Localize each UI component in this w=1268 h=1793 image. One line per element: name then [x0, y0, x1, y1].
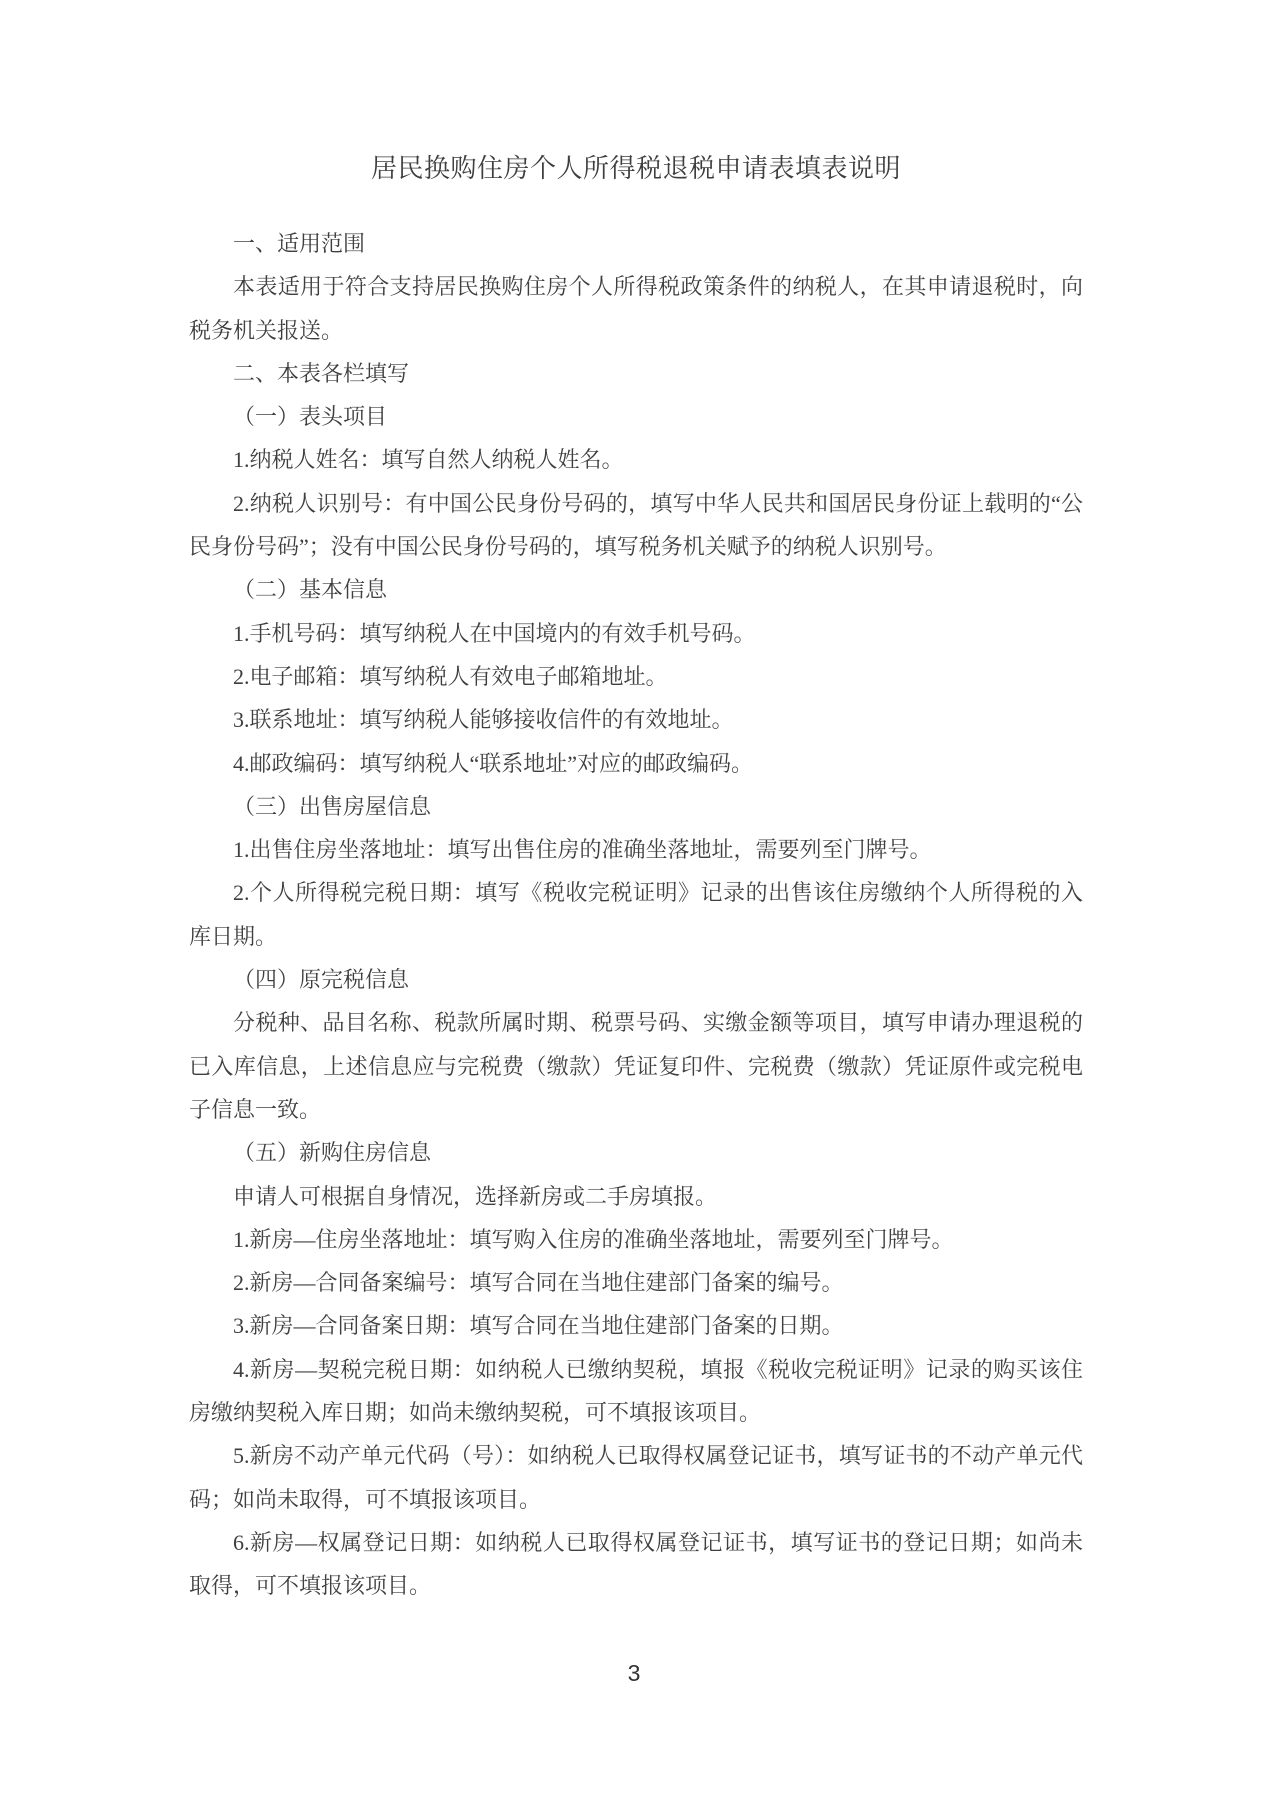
doc-paragraph: 2.纳税人识别号：有中国公民身份号码的，填写中华人民共和国居民身份证上载明的“公民身份号码”；没有中国公民身份号码的，填写税务机关赋予的纳税人识别号。 [189, 490, 1083, 560]
doc-paragraph: 3.联系地址：填写纳税人能够接收信件的有效地址。 [233, 707, 734, 733]
page-number-footer: 3 [627, 1660, 641, 1686]
doc-paragraph: 1.新房—住房坐落地址：填写购入住房的准确坐落地址，需要列至门牌号。 [233, 1226, 954, 1252]
doc-paragraph: 1.出售住房坐落地址：填写出售住房的准确坐落地址，需要列至门牌号。 [233, 837, 932, 863]
doc-paragraph: 1.纳税人姓名：填写自然人纳税人姓名。 [233, 447, 624, 473]
section-heading-2: 二、本表各栏填写 [233, 360, 410, 386]
doc-paragraph: 6.新房—权属登记日期：如纳税人已取得权属登记证书，填写证书的登记日期；如尚未取得，可不填报该项目。 [189, 1529, 1083, 1599]
doc-paragraph: 1.手机号码：填写纳税人在中国境内的有效手机号码。 [233, 620, 756, 646]
subsection-heading-4: （四）原完税信息 [233, 967, 410, 993]
doc-paragraph: 申请人可根据自身情况，选择新房或二手房填报。 [233, 1183, 718, 1209]
doc-paragraph: 4.新房—契税完税日期：如纳税人已缴纳契税，填报《税收完税证明》记录的购买该住房缴纳契税入库日期；如尚未缴纳契税，可不填报该项目。 [189, 1356, 1083, 1426]
subsection-heading-5: （五）新购住房信息 [233, 1140, 432, 1166]
document-content [189, 147, 1083, 1608]
doc-paragraph: 分税种、品目名称、税款所属时期、税票号码、实缴金额等项目，填写申请办理退税的已入库信息，上述信息应与完税费（缴款）凭证复印件、完税费（缴款）凭证原件或完税电子信息一致。 [189, 1010, 1083, 1122]
doc-paragraph: 5.新房不动产单元代码（号）：如纳税人已取得权属登记证书，填写证书的不动产单元代码；如尚未取得，可不填报该项目。 [189, 1443, 1083, 1512]
doc-paragraph: 本表适用于符合支持居民换购住房个人所得税政策条件的纳税人，在其申请退税时，向税务机关报送。 [189, 274, 1083, 343]
page-title: 居民换购住房个人所得税退税申请表填表说明 [370, 154, 901, 183]
doc-paragraph: 2.电子邮箱：填写纳税人有效电子邮箱地址。 [233, 663, 668, 689]
subsection-heading-2: （二）基本信息 [233, 577, 388, 603]
section-heading-1: 一、适用范围 [233, 231, 366, 256]
doc-paragraph: 4.邮政编码：填写纳税人“联系地址”对应的邮政编码。 [233, 750, 754, 776]
subsection-heading-3: （三）出售房屋信息 [233, 793, 432, 819]
doc-paragraph: 2.个人所得税完税日期：填写《税收完税证明》记录的出售该住房缴纳个人所得税的入库日期。 [189, 880, 1083, 949]
doc-paragraph: 3.新房—合同备案日期：填写合同在当地住建部门备案的日期。 [233, 1313, 844, 1339]
subsection-heading-1: （一）表头项目 [233, 404, 388, 430]
doc-paragraph: 2.新房—合同备案编号：填写合同在当地住建部门备案的编号。 [233, 1270, 844, 1296]
